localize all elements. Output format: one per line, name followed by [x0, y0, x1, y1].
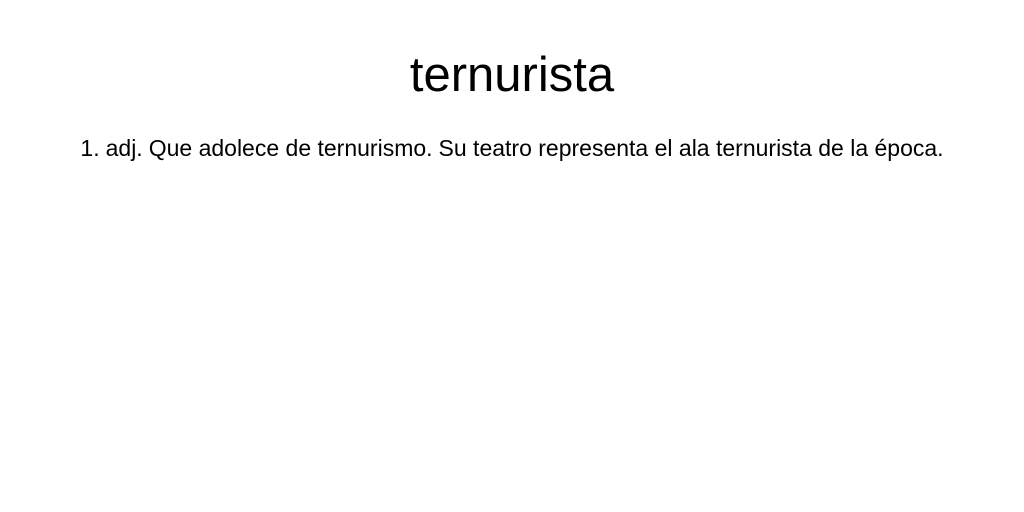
headword: ternurista [409, 48, 615, 102]
grammatical-category: adj. [105, 135, 143, 161]
definition-number: 1. [80, 135, 100, 161]
definition-text: Que adolece de ternurismo. [148, 135, 433, 161]
usage-example: Su teatro representa el ala ternurista de la época. [438, 135, 944, 161]
definition-1 [72, 129, 952, 168]
